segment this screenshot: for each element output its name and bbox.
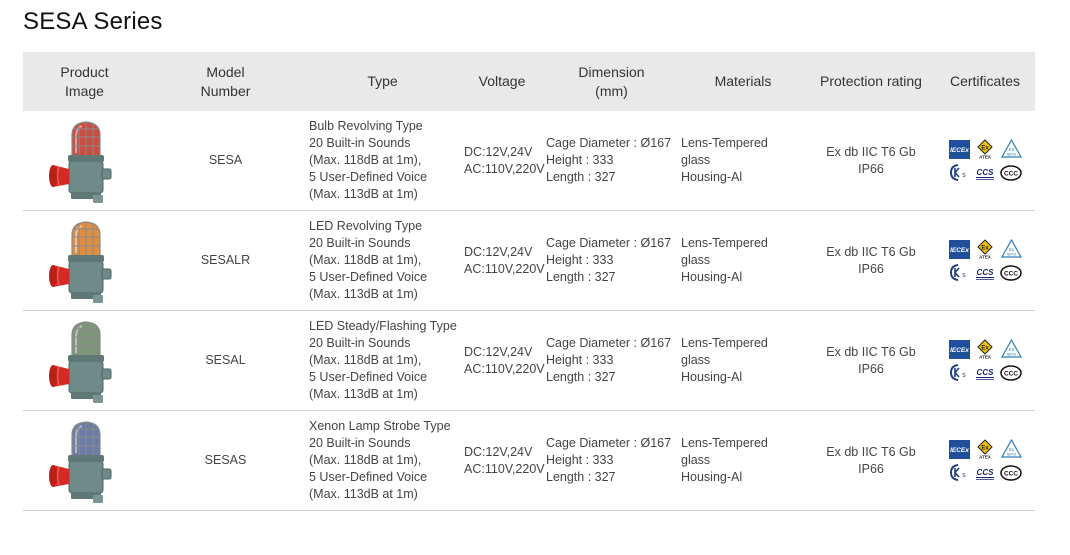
type-line: LED Steady/Flashing Type [309, 319, 457, 333]
dimension-line: Height : 333 [546, 353, 614, 367]
svg-text:ATEX: ATEX [979, 454, 991, 459]
protection-line: Ex db IIC T6 Gb [826, 344, 916, 359]
type-line: 5 User-Defined Voice [309, 470, 428, 484]
certificates-cell [935, 411, 1035, 511]
svg-text:CCS: CCS [976, 267, 994, 277]
header-voltage: Voltage [460, 52, 544, 111]
voltage-line: DC:12V,24V [464, 144, 533, 159]
ccs-cert-icon [974, 165, 996, 181]
product-image-cell [23, 111, 146, 211]
voltage-cell [460, 211, 544, 311]
svg-text:Ex: Ex [981, 145, 989, 152]
table-row [23, 111, 1035, 211]
type-line: (Max. 118dB at 1m), [309, 153, 422, 167]
voltage-cell [460, 111, 544, 211]
svg-text:IECEx: IECEx [949, 446, 969, 454]
materials-cell [679, 111, 807, 211]
product-image[interactable] [45, 317, 125, 405]
type-cell [305, 211, 460, 311]
protection-line: IP66 [858, 161, 884, 176]
materials-cell [679, 211, 807, 311]
ccs-cert-icon [974, 365, 996, 381]
header-product-image: Product Image [23, 52, 146, 111]
voltage-line: AC:110V,220V [464, 261, 545, 276]
product-image[interactable] [45, 417, 125, 505]
dimension-line: Cage Diameter : Ø167 [546, 236, 672, 250]
protection-rating-cell [807, 311, 935, 411]
atex-cert-icon [975, 139, 995, 159]
type-line: 20 Built-in Sounds [309, 236, 411, 250]
certificates-cell [935, 311, 1035, 411]
svg-text:NEPSI: NEPSI [1006, 252, 1016, 257]
ccs-cert-icon [974, 265, 996, 281]
materials-line: Housing-Al [681, 170, 743, 184]
type-cell [305, 111, 460, 211]
model-number-text: SESAL [205, 353, 246, 367]
dimension-line: Length : 327 [546, 170, 616, 184]
kcs-cert-icon [949, 263, 969, 282]
dimension-cell [544, 411, 679, 511]
svg-text:ATEX: ATEX [979, 254, 991, 259]
svg-text:Ex: Ex [1008, 247, 1014, 252]
certificates-cell [935, 111, 1035, 211]
svg-text:ATEX: ATEX [979, 354, 991, 359]
atex-cert-icon [975, 339, 995, 359]
kcs-cert-icon [949, 163, 969, 182]
protection-line: IP66 [858, 261, 884, 276]
materials-line: glass [681, 353, 711, 367]
svg-text:Ex: Ex [981, 245, 989, 252]
table-row [23, 411, 1035, 511]
type-line: Xenon Lamp Strobe Type [309, 419, 451, 433]
kcs-cert-icon [949, 463, 969, 482]
protection-line: Ex db IIC T6 Gb [826, 244, 916, 259]
ccc-cert-icon [1000, 465, 1022, 481]
nepsi-cert-icon [1001, 239, 1022, 259]
certificates-cell [935, 211, 1035, 311]
product-image-cell [23, 411, 146, 511]
type-line: 20 Built-in Sounds [309, 436, 411, 450]
voltage-line: AC:110V,220V [464, 361, 545, 376]
voltage-line: DC:12V,24V [464, 444, 533, 459]
type-line: 20 Built-in Sounds [309, 336, 411, 350]
type-line: (Max. 113dB at 1m) [309, 487, 418, 501]
materials-line: Lens-Tempered [681, 236, 768, 250]
dimension-line: Cage Diameter : Ø167 [546, 136, 672, 150]
protection-line: IP66 [858, 461, 884, 476]
ccc-cert-icon [1000, 265, 1022, 281]
atex-cert-icon [975, 439, 995, 459]
type-line: (Max. 113dB at 1m) [309, 387, 418, 401]
model-number-text: SESA [208, 153, 243, 167]
product-image-cell [23, 211, 146, 311]
type-line: LED Revolving Type [309, 219, 423, 233]
model-number-text: SESAS [204, 453, 247, 467]
type-line: (Max. 113dB at 1m) [309, 287, 418, 301]
svg-text:CCS: CCS [976, 467, 994, 477]
materials-line: Housing-Al [681, 470, 743, 484]
voltage-cell [460, 411, 544, 511]
model-number [146, 411, 305, 511]
dimension-cell [544, 211, 679, 311]
svg-text:Ex: Ex [981, 445, 989, 452]
svg-text:Ex: Ex [1008, 347, 1014, 352]
svg-text:CCS: CCS [976, 367, 994, 377]
dimension-line: Height : 333 [546, 153, 614, 167]
model-number-text: SESALR [200, 253, 251, 267]
product-image-cell [23, 311, 146, 411]
svg-text:IECEx: IECEx [949, 246, 969, 254]
svg-text:s: s [962, 372, 966, 379]
protection-rating-cell [807, 211, 935, 311]
materials-line: glass [681, 253, 711, 267]
atex-cert-icon [975, 239, 995, 259]
dimension-line: Cage Diameter : Ø167 [546, 336, 672, 350]
materials-line: Housing-Al [681, 270, 743, 284]
dimension-line: Length : 327 [546, 270, 616, 284]
table-header-row [23, 52, 1035, 111]
type-line: (Max. 118dB at 1m), [309, 353, 422, 367]
svg-text:NEPSI: NEPSI [1006, 352, 1016, 357]
svg-text:CCC: CCC [1003, 470, 1019, 477]
svg-text:s: s [962, 172, 966, 179]
type-line: 20 Built-in Sounds [309, 136, 411, 150]
page-title: SESA Series [23, 8, 163, 35]
dimension-cell [544, 311, 679, 411]
product-image[interactable] [45, 117, 125, 205]
svg-text:ATEX: ATEX [979, 154, 991, 159]
type-line: (Max. 113dB at 1m) [309, 187, 418, 201]
svg-text:IECEx: IECEx [949, 346, 969, 354]
type-cell [305, 411, 460, 511]
ccc-cert-icon [1000, 365, 1022, 381]
svg-text:s: s [962, 472, 966, 479]
type-cell [305, 311, 460, 411]
nepsi-cert-icon [1001, 439, 1022, 459]
protection-line: Ex db IIC T6 Gb [826, 444, 916, 459]
voltage-cell [460, 311, 544, 411]
dimension-line: Length : 327 [546, 470, 616, 484]
voltage-line: DC:12V,24V [464, 344, 533, 359]
svg-text:Ex: Ex [1008, 447, 1014, 452]
svg-text:NEPSI: NEPSI [1006, 152, 1016, 157]
materials-line: Lens-Tempered [681, 336, 768, 350]
voltage-line: AC:110V,220V [464, 161, 545, 176]
iecex-cert-icon [949, 340, 970, 359]
svg-text:s: s [962, 272, 966, 279]
dimension-line: Height : 333 [546, 253, 614, 267]
svg-text:CCC: CCC [1003, 170, 1019, 177]
protection-line: Ex db IIC T6 Gb [826, 144, 916, 159]
voltage-line: DC:12V,24V [464, 244, 533, 259]
svg-text:IECEx: IECEx [949, 146, 969, 154]
iecex-cert-icon [949, 140, 970, 159]
header-protection-rating: Protection rating [807, 52, 935, 111]
table-row [23, 311, 1035, 411]
svg-text:CCC: CCC [1003, 270, 1019, 277]
type-line: (Max. 118dB at 1m), [309, 253, 422, 267]
model-number [146, 211, 305, 311]
dimension-cell [544, 111, 679, 211]
voltage-line: AC:110V,220V [464, 461, 545, 476]
header-dimension: Dimension (mm) [544, 52, 679, 111]
protection-rating-cell [807, 111, 935, 211]
materials-cell [679, 411, 807, 511]
protection-rating-cell [807, 411, 935, 511]
svg-text:CCC: CCC [1003, 370, 1019, 377]
svg-text:Ex: Ex [981, 345, 989, 352]
type-line: (Max. 118dB at 1m), [309, 453, 422, 467]
dimension-line: Cage Diameter : Ø167 [546, 436, 672, 450]
type-line: 5 User-Defined Voice [309, 270, 428, 284]
model-number [146, 111, 305, 211]
table-row [23, 211, 1035, 311]
type-line: Bulb Revolving Type [309, 119, 423, 133]
header-model-number: Model Number [146, 52, 305, 111]
product-image[interactable] [45, 217, 125, 305]
svg-text:Ex: Ex [1008, 147, 1014, 152]
header-type: Type [305, 52, 460, 111]
ccc-cert-icon [1000, 165, 1022, 181]
materials-line: Lens-Tempered [681, 436, 768, 450]
materials-line: Lens-Tempered [681, 136, 768, 150]
type-line: 5 User-Defined Voice [309, 170, 428, 184]
protection-line: IP66 [858, 361, 884, 376]
header-materials: Materials [679, 52, 807, 111]
nepsi-cert-icon [1001, 339, 1022, 359]
product-spec-table [23, 52, 1035, 511]
materials-line: glass [681, 453, 711, 467]
iecex-cert-icon [949, 440, 970, 459]
type-line: 5 User-Defined Voice [309, 370, 428, 384]
materials-cell [679, 311, 807, 411]
materials-line: glass [681, 153, 711, 167]
materials-line: Housing-Al [681, 370, 743, 384]
nepsi-cert-icon [1001, 139, 1022, 159]
iecex-cert-icon [949, 240, 970, 259]
header-certificates: Certificates [935, 52, 1035, 111]
svg-text:CCS: CCS [976, 167, 994, 177]
kcs-cert-icon [949, 363, 969, 382]
dimension-line: Length : 327 [546, 370, 616, 384]
model-number [146, 311, 305, 411]
dimension-line: Height : 333 [546, 453, 614, 467]
ccs-cert-icon [974, 465, 996, 481]
svg-text:NEPSI: NEPSI [1006, 452, 1016, 457]
